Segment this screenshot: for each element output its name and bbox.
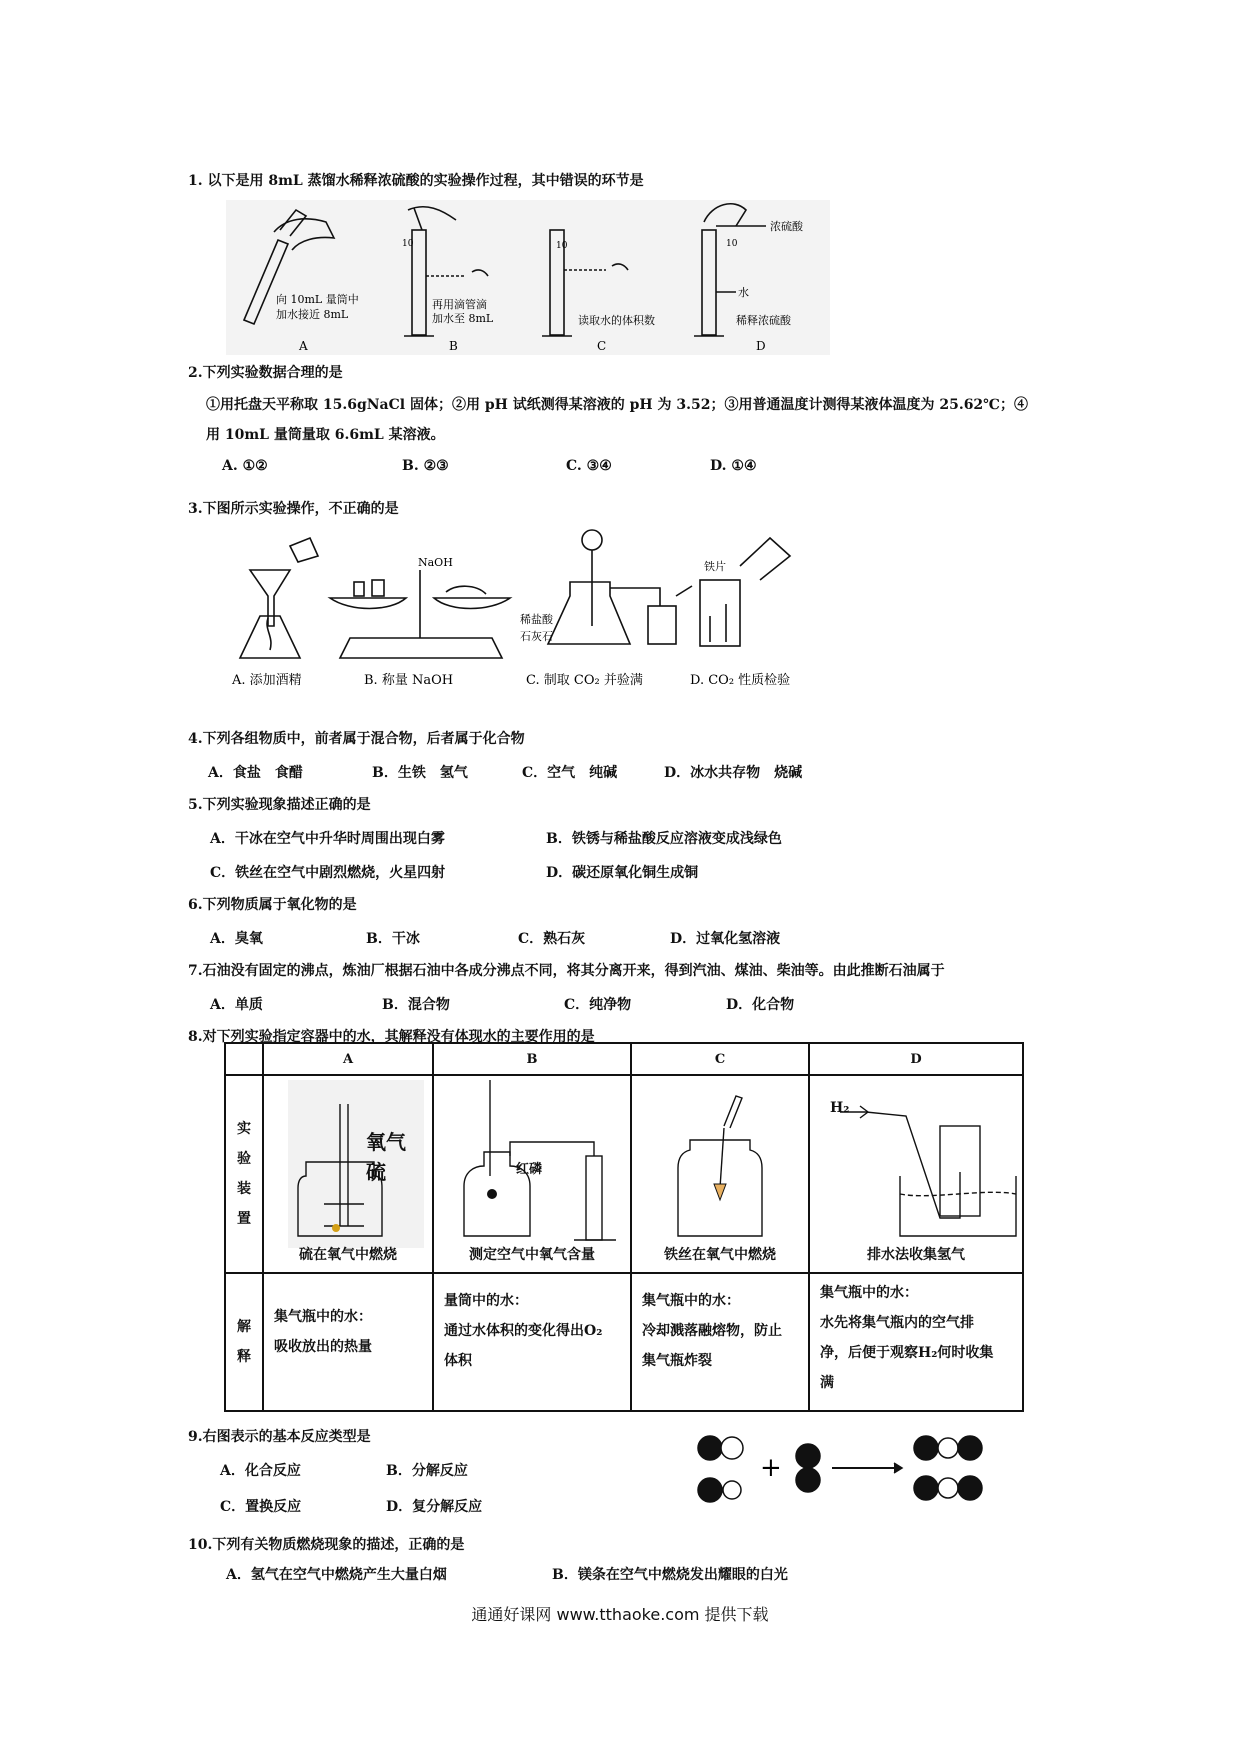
q7-stem: 7.石油没有固定的沸点，炼油厂根据石油中各成分沸点不同，将其分离开来，得到汽油、煤油、柴油等。由此推断石油属于	[188, 963, 945, 979]
footer-source: 通通好课网 www.tthaoke.com 提供下载	[471, 1605, 769, 1624]
q8-row1-char-2: 验	[237, 1151, 251, 1167]
q2-option-b: B. ②③	[402, 458, 449, 474]
q8-c-caption: 铁丝在氧气中燃烧	[664, 1247, 776, 1263]
q8-explain-b-line1: 量筒中的水：	[444, 1293, 528, 1309]
q8-explain-b-line3: 体积	[444, 1353, 472, 1369]
q1-letter-b: B	[449, 339, 458, 353]
q8-row2-char-1: 解	[237, 1319, 251, 1335]
q8-explain-d-line1: 集气瓶中的水：	[820, 1285, 918, 1301]
q10-option-b: B．镁条在空气中燃烧发出耀眼的白光	[552, 1567, 788, 1583]
q8-row1-label	[225, 1075, 263, 1273]
q1-letter-c: C	[597, 339, 607, 353]
q8-table	[224, 1042, 1024, 1412]
q1-b-tick10: 10	[402, 239, 414, 249]
q3-stem: 3.下图所示实验操作，不正确的是	[188, 501, 399, 517]
q8-d-label-h2: H₂	[830, 1100, 850, 1116]
q3-b-balance	[330, 570, 510, 658]
q8-explain-b-line2: 通过水体积的变化得出O₂	[444, 1323, 603, 1339]
q2-stem: 2.下列实验数据合理的是	[188, 365, 343, 381]
q1-figure	[226, 200, 830, 355]
q1-d-label-water: 水	[738, 286, 749, 299]
q1-b-caption-2: 加水至 8mL	[432, 312, 494, 325]
q8-corner	[225, 1043, 263, 1075]
q1-a-caption-2: 加水接近 8mL	[276, 308, 349, 321]
q7-option-b: B．混合物	[382, 997, 450, 1013]
q7-option-a: A．单质	[210, 997, 263, 1013]
q5-stem: 5.下列实验现象描述正确的是	[188, 797, 371, 813]
q8-a-caption: 硫在氧气中燃烧	[299, 1247, 397, 1263]
q9-option-b: B．分解反应	[386, 1463, 468, 1479]
q10-stem: 10.下列有关物质燃烧现象的描述，正确的是	[188, 1537, 465, 1553]
q8-explain-b	[433, 1273, 631, 1411]
q1-stem: 1. 以下是用 8mL 蒸馏水稀释浓硫酸的实验操作过程，其中错误的环节是	[188, 173, 644, 189]
q3-label-naoh: NaOH	[418, 556, 453, 569]
q3-caption-b: B. 称量 NaOH	[364, 673, 454, 688]
q6-option-b: B．干冰	[366, 931, 420, 947]
q9-option-d: D．复分解反应	[386, 1499, 483, 1515]
q3-label-stone: 石灰石	[520, 630, 553, 643]
q3-illustration	[230, 526, 830, 696]
q9-option-a: A．化合反应	[220, 1463, 301, 1479]
q4-option-a: A．食盐 食醋	[208, 765, 303, 781]
q3-caption-d: D. CO₂ 性质检验	[690, 673, 791, 688]
q3-label-acid: 稀盐酸	[520, 613, 553, 626]
q3-c-apparatus	[548, 530, 692, 644]
q9-stem: 9.右图表示的基本反应类型是	[188, 1429, 371, 1445]
q8-row1-char-4: 置	[237, 1211, 251, 1227]
q8-explain-d-line3: 净，后便于观察H₂何时收集	[820, 1345, 994, 1361]
q5-option-b: B．铁锈与稀盐酸反应溶液变成浅绿色	[546, 831, 782, 847]
q3-figure	[230, 526, 830, 696]
q1-b-caption-1: 再用滴管滴	[432, 298, 487, 311]
q8-a-label-oxygen: 氧气	[366, 1130, 406, 1154]
q8-a-label-sulfur: 硫	[366, 1160, 386, 1184]
q8-row2-label	[225, 1273, 263, 1411]
q7-option-d: D．化合物	[726, 997, 795, 1013]
q8-a-jar	[264, 1076, 432, 1246]
q8-header-a: A	[263, 1043, 433, 1075]
q3-label-iron: 铁片	[704, 560, 726, 573]
q8-cell-a-apparatus	[263, 1075, 433, 1273]
q1-d-label-acid: 浓硫酸	[770, 220, 803, 233]
q8-explain-c-line3: 集气瓶炸裂	[642, 1353, 712, 1369]
q4-option-d: D．冰水共存物 烧碱	[664, 765, 803, 781]
q9-option-c: C．置换反应	[220, 1499, 302, 1515]
q1-letter-a: A	[299, 339, 308, 353]
q2-option-a: A. ①②	[222, 458, 268, 474]
q3-a-lamp	[240, 538, 318, 658]
q10-option-a: A．氢气在空气中燃烧产生大量白烟	[226, 1567, 447, 1583]
q8-explain-d	[809, 1273, 1023, 1411]
q5-option-d: D．碳还原氧化铜生成铜	[546, 865, 699, 881]
q8-explain-a-line1: 集气瓶中的水：	[274, 1309, 372, 1325]
q8-stem: 8.对下列实验指定容器中的水，其解释没有体现水的主要作用的是	[188, 1029, 595, 1045]
q1-d-caption: 稀释浓硫酸	[736, 314, 791, 327]
q3-d-beaker	[700, 538, 790, 646]
q8-explain-d-line4: 满	[820, 1375, 834, 1391]
q8-b-label-phosphorus: 红磷	[516, 1162, 543, 1177]
q8-header-b: B	[433, 1043, 631, 1075]
q4-stem: 4.下列各组物质中，前者属于混合物，后者属于化合物	[188, 731, 525, 747]
q2-option-d: D. ①④	[710, 458, 757, 474]
q8-row1-char-1: 实	[237, 1121, 251, 1137]
q3-caption-c: C. 制取 CO₂ 并验满	[526, 673, 643, 688]
q8-explain-c	[631, 1273, 809, 1411]
q4-option-b: B．生铁 氢气	[372, 765, 468, 781]
q8-row2-char-2: 释	[237, 1349, 251, 1365]
q1-letter-d: D	[756, 339, 766, 353]
q8-explain-c-line1: 集气瓶中的水：	[642, 1293, 740, 1309]
q8-header-d: D	[809, 1043, 1023, 1075]
q5-option-c: C．铁丝在空气中剧烈燃烧，火星四射	[210, 865, 446, 881]
q6-option-d: D．过氧化氢溶液	[670, 931, 781, 947]
q8-row1-char-3: 装	[237, 1181, 251, 1197]
q9-molecules	[696, 1432, 996, 1522]
q1-a-caption-1: 向 10mL 量筒中	[276, 293, 359, 306]
q8-c-jar	[632, 1076, 808, 1246]
q2-line2: 用 10mL 量筒量取 6.6mL 某溶液。	[206, 427, 445, 443]
q3-caption-a: A. 添加酒精	[232, 673, 302, 688]
q6-option-a: A．臭氧	[210, 931, 263, 947]
q1-c-tick10: 10	[556, 241, 568, 251]
q8-cell-c-apparatus	[631, 1075, 809, 1273]
q8-cell-d-apparatus	[809, 1075, 1023, 1273]
q1-illustration	[226, 200, 830, 355]
q8-d-caption: 排水法收集氢气	[867, 1247, 965, 1263]
q2-option-c: C. ③④	[566, 458, 612, 474]
q8-explain-a-line2: 吸收放出的热量	[274, 1339, 372, 1355]
q4-option-c: C．空气 纯碱	[522, 765, 618, 781]
q8-explain-a	[263, 1273, 433, 1411]
q1-c-caption: 读取水的体积数	[578, 314, 655, 327]
q7-option-c: C．纯净物	[564, 997, 632, 1013]
q8-explain-d-line2: 水先将集气瓶内的空气排	[820, 1315, 974, 1331]
q5-option-a: A．干冰在空气中升华时周围出现白雾	[210, 831, 445, 847]
q6-stem: 6.下列物质属于氧化物的是	[188, 897, 357, 913]
q9-plus-sign: +	[760, 1453, 782, 1483]
q6-option-c: C．熟石灰	[518, 931, 586, 947]
q8-cell-b-apparatus	[433, 1075, 631, 1273]
q1-d-tick10: 10	[726, 239, 738, 249]
q8-explain-c-line2: 冷却溅落融熔物，防止	[642, 1323, 782, 1339]
q9-reaction-diagram	[696, 1432, 996, 1522]
q8-b-caption: 测定空气中氧气含量	[469, 1247, 595, 1263]
q2-line1: ①用托盘天平称取 15.6gNaCl 固体；②用 pH 试纸测得某溶液的 pH 为 3.52；③用普通温度计测得某液体温度为 25.62℃；④	[206, 397, 1028, 413]
q8-header-c: C	[631, 1043, 809, 1075]
